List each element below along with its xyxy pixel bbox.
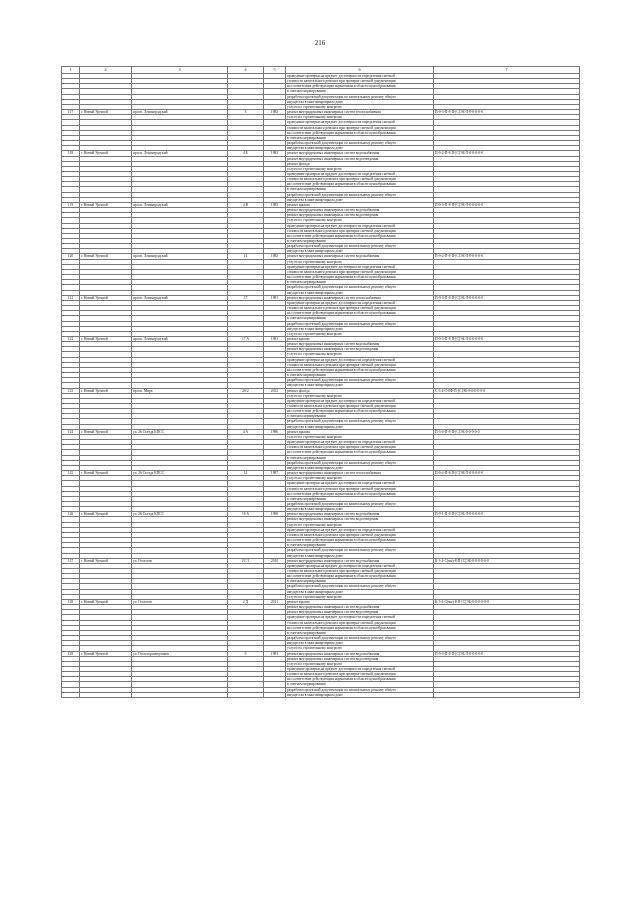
repair-work-cell: проведение проверки на предмет достоверности определения сметной <box>286 120 434 125</box>
year-cell: 1981 <box>264 336 286 341</box>
house-number-cell: 17 А <box>228 336 264 341</box>
row-number: 128 <box>62 599 80 604</box>
repair-work-cell: проведение проверки на предмет достоверности определения сметной <box>286 74 434 79</box>
repair-work-cell: стоимости капитального ремонта при проверке сметной документации <box>286 445 434 450</box>
repair-work-cell: имущества в многоквартирном доме <box>286 146 434 151</box>
repair-work-cell: услуги по строительному контролю <box>286 476 434 481</box>
repair-work-cell: стоимости капитального ремонта при проверке сметной документации <box>286 306 434 311</box>
house-number-cell: 9 <box>228 651 264 656</box>
repair-work-cell: имущества в многоквартирном доме <box>286 589 434 594</box>
repair-work-cell: ремонт внутридомовых инженерных систем водоотведения <box>286 517 434 522</box>
repair-work-cell: ремонт крыши <box>286 202 434 207</box>
repair-work-cell: ремонт внутридомовых инженерных систем водоснабжения <box>286 558 434 563</box>
building-code-cell: П-9-3-П-8-П-[С]ЭБ-Л-0-0-0-0-0 <box>434 202 580 207</box>
repair-work-cell: разработка проектной документации по капитальному ремонту общего <box>286 378 434 383</box>
year-cell: 1983 <box>264 202 286 207</box>
house-number-cell: 4 В <box>228 202 264 207</box>
repair-work-cell: разработка проектной документации по капитальному ремонту общего <box>286 141 434 146</box>
repair-work-cell: услуги по строительному контролю <box>286 166 434 171</box>
house-number-cell: 4 Б <box>228 151 264 156</box>
capital-repair-table <box>61 66 580 698</box>
year-cell <box>264 692 286 697</box>
repair-work-cell: разработка проектной документации по капитальному ремонту общего <box>286 244 434 249</box>
street-cell: ул. Геологов <box>132 558 228 563</box>
city-cell: г. Новый Уренгой <box>80 254 132 259</box>
building-code-cell: П-9-3-П-8-П-[С]ЭБ-Л-0-0-0-0-0 <box>434 295 580 300</box>
repair-work-cell: проведение проверки на предмет достоверности определения сметной <box>286 300 434 305</box>
repair-work-cell: на соответствие действующим нормативам в области ценообразования <box>286 182 434 187</box>
repair-work-cell: проведение проверки на предмет достоверности определения сметной <box>286 264 434 269</box>
repair-work-cell: на соответствие действующим нормативам в области ценообразования <box>286 233 434 238</box>
repair-work-cell: ремонт внутридомовых инженерных систем теплоснабжения <box>286 295 434 300</box>
repair-work-cell: имущества в многоквартирном доме <box>286 197 434 202</box>
repair-work-cell: в сметном нормировании <box>286 135 434 140</box>
repair-work-cell: стоимости капитального ремонта при проверке сметной документации <box>286 569 434 574</box>
city-cell: г. Новый Уренгой <box>80 599 132 604</box>
repair-work-cell: ремонт внутридомовых инженерных систем водоснабжения <box>286 342 434 347</box>
house-number-cell <box>228 692 264 697</box>
year-cell: 2010 <box>264 558 286 563</box>
repair-work-cell: ремонт крыши <box>286 599 434 604</box>
repair-work-cell: ремонт внутридомовых инженерных систем водоснабжения <box>286 254 434 259</box>
building-code-cell <box>434 692 580 697</box>
year-cell: 1981 <box>264 295 286 300</box>
street-cell: просп. Ленинградский <box>132 151 228 156</box>
repair-work-cell: ремонт внутридомовых инженерных систем водоотведения <box>286 156 434 161</box>
repair-work-cell: ремонт внутридомовых инженерных систем водоотведения <box>286 656 434 661</box>
row-number: 127 <box>62 558 80 563</box>
repair-work-cell: на соответствие действующим нормативам в области ценообразования <box>286 367 434 372</box>
repair-work-cell: имущества в многоквартирном доме <box>286 290 434 295</box>
repair-work-cell: на соответствие действующим нормативам в области ценообразования <box>286 538 434 543</box>
street-cell: просп. Ленинградский <box>132 295 228 300</box>
repair-work-cell: в сметном нормировании <box>286 373 434 378</box>
repair-work-cell: разработка проектной документации по капитальному ремонту общего <box>286 285 434 290</box>
column-number: 4 <box>228 67 264 74</box>
repair-work-cell: услуги по строительному контролю <box>286 434 434 439</box>
repair-work-cell: услуги по строительному контролю <box>286 331 434 336</box>
repair-work-cell: имущества в многоквартирном доме <box>286 424 434 429</box>
repair-work-cell: проведение проверки на предмет достоверности определения сметной <box>286 398 434 403</box>
row-number: 123 <box>62 388 80 393</box>
repair-work-cell: стоимости капитального ремонта при проверке сметной документации <box>286 620 434 625</box>
repair-work-cell: на соответствие действующим нормативам в области ценообразования <box>286 311 434 316</box>
repair-work-cell: разработка проектной документации по капитальному ремонту общего <box>286 548 434 553</box>
repair-work-cell: услуги по строительному контролю <box>286 259 434 264</box>
repair-work-cell: услуги по строительному контролю <box>286 104 434 109</box>
repair-work-cell: услуги по строительному контролю <box>286 661 434 666</box>
repair-work-cell: услуги по строительному контролю <box>286 352 434 357</box>
building-code-cell: П-9-4-П-8-П-[С]ЭБ-Л-0-0-0-0-0 <box>434 471 580 476</box>
repair-work-cell: имущества в многоквартирном доме <box>286 641 434 646</box>
house-number-cell: 12 <box>228 471 264 476</box>
house-number-cell: 3 <box>228 110 264 115</box>
repair-work-cell: услуги по строительному контролю <box>286 115 434 120</box>
building-code-cell: П-9-3-П-8-П-[С]ЭБ-Л-0-0-0-0-0 <box>434 336 580 341</box>
street-cell: просп. Ленинградский <box>132 110 228 115</box>
repair-work-cell: стоимости капитального ремонта при проверке сметной документации <box>286 125 434 130</box>
repair-work-cell: на соответствие действующим нормативам в области ценообразования <box>286 574 434 579</box>
repair-work-cell: стоимости капитального ремонта при проверке сметной документации <box>286 79 434 84</box>
row-number <box>62 692 80 697</box>
building-code-cell: П-9-1-П-8-П-[С]ЭБ-Л-0-0-0-0-0 <box>434 512 580 517</box>
row-number: 129 <box>62 651 80 656</box>
repair-work-cell: на соответствие действующим нормативам в области ценообразования <box>286 130 434 135</box>
building-code-cell: К-3-4-С(мн)-8-П-[С]ЭБ-0-0-0-0-0-0 <box>434 558 580 563</box>
city-cell: г. Новый Уренгой <box>80 295 132 300</box>
repair-work-cell: стоимости капитального ремонта при проверке сметной документации <box>286 177 434 182</box>
repair-work-cell: в сметном нормировании <box>286 682 434 687</box>
year-cell: 2012 <box>264 388 286 393</box>
repair-work-cell: разработка проектной документации по капитальному ремонту общего <box>286 636 434 641</box>
street-cell: ул. Геологов <box>132 599 228 604</box>
repair-work-cell: ремонт фасада <box>286 388 434 393</box>
repair-work-cell: в сметном нормировании <box>286 455 434 460</box>
repair-work-cell: проведение проверки на предмет достоверности определения сметной <box>286 666 434 671</box>
repair-work-cell: на соответствие действующим нормативам в области ценообразования <box>286 625 434 630</box>
repair-work-cell: ремонт внутридомовых инженерных систем водоснабжения <box>286 151 434 156</box>
repair-work-cell: ремонт внутридомовых инженерных систем водоотведения <box>286 347 434 352</box>
street-cell: ул. Геологоразведчиков <box>132 651 228 656</box>
city-cell <box>80 692 132 697</box>
house-number-cell: 2 Д <box>228 599 264 604</box>
repair-work-cell: проведение проверки на предмет достоверности определения сметной <box>286 481 434 486</box>
house-number-cell: 17 <box>228 295 264 300</box>
year-cell: 1983 <box>264 151 286 156</box>
repair-work-cell: стоимости капитального ремонта при проверке сметной документации <box>286 362 434 367</box>
repair-work-cell: в сметном нормировании <box>286 414 434 419</box>
repair-work-cell: имущества в многоквартирном доме <box>286 249 434 254</box>
repair-work-cell: разработка проектной документации по капитальному ремонту общего <box>286 419 434 424</box>
city-cell: г. Новый Уренгой <box>80 471 132 476</box>
street-cell: просп. Ленинградский <box>132 336 228 341</box>
repair-work-cell: проведение проверки на предмет достоверности определения сметной <box>286 563 434 568</box>
city-cell: г. Новый Уренгой <box>80 202 132 207</box>
building-code-cell: П-3-4-П-8-П-[С]ЭБ-0-0-0-0-0 <box>434 429 580 434</box>
city-cell: г. Новый Уренгой <box>80 336 132 341</box>
repair-work-cell: проведение проверки на предмет достоверности определения сметной <box>286 440 434 445</box>
building-code-cell: П-9-2-П-8-П-[С]ЭБ-Л-0-0-0-0-0 <box>434 151 580 156</box>
repair-work-cell: в сметном нормировании <box>286 316 434 321</box>
year-cell: 1981 <box>264 651 286 656</box>
repair-work-cell: имущества в многоквартирном доме <box>286 465 434 470</box>
street-cell: просп. Ленинградский <box>132 202 228 207</box>
repair-work-cell: стоимости капитального ремонта при проверке сметной документации <box>286 404 434 409</box>
row-number: 117 <box>62 110 80 115</box>
repair-work-cell: стоимости капитального ремонта при проверке сметной документации <box>286 672 434 677</box>
row-number: 125 <box>62 471 80 476</box>
row-number: 122 <box>62 336 80 341</box>
repair-work-cell: услуги по строительному контролю <box>286 393 434 398</box>
repair-work-cell: ремонт фасада <box>286 161 434 166</box>
repair-work-cell: разработка проектной документации по капитальному ремонту общего <box>286 321 434 326</box>
row-number: 121 <box>62 295 80 300</box>
repair-work-cell: в сметном нормировании <box>286 280 434 285</box>
repair-work-cell: в сметном нормировании <box>286 239 434 244</box>
repair-work-cell: ремонт внутридомовых инженерных систем теплоснабжения <box>286 110 434 115</box>
repair-work-cell: имущества в многоквартирном доме <box>286 383 434 388</box>
repair-work-cell: ремонт внутридомовых инженерных систем теплоснабжения <box>286 471 434 476</box>
repair-work-cell: имущества в многоквартирном доме <box>286 553 434 558</box>
building-code-cell: П-9-3-П-8-П-[С]ЭБ-Л-0-0-0-0-0 <box>434 110 580 115</box>
year-cell: 1987 <box>264 471 286 476</box>
repair-work-cell: в сметном нормировании <box>286 579 434 584</box>
column-number: 5 <box>264 67 286 74</box>
repair-work-cell: разработка проектной документации по капитальному ремонту общего <box>286 94 434 99</box>
row-number: 119 <box>62 202 80 207</box>
repair-work-cell: в сметном нормировании <box>286 543 434 548</box>
building-code-cell: П-9-3-П-8-П-[С]ЭБ-Л-0-0-0-0-0 <box>434 651 580 656</box>
repair-work-cell: ремонт внутридомовых инженерных систем водоснабжения <box>286 208 434 213</box>
city-cell: г. Новый Уренгой <box>80 151 132 156</box>
repair-work-cell: имущества в многоквартирном доме <box>286 692 434 697</box>
city-cell: г. Новый Уренгой <box>80 512 132 517</box>
repair-work-cell: услуги по строительному контролю <box>286 218 434 223</box>
repair-work-cell: на соответствие действующим нормативам в области ценообразования <box>286 84 434 89</box>
column-number-row <box>62 67 580 74</box>
city-cell: г. Новый Уренгой <box>80 429 132 434</box>
street-cell <box>132 692 228 697</box>
repair-work-cell: имущества в многоквартирном доме <box>286 507 434 512</box>
column-number: 3 <box>132 67 228 74</box>
repair-work-cell: стоимости капитального ремонта при проверке сметной документации <box>286 228 434 233</box>
building-code-cell: С-3-4-С-8Ф-П-[С]ЭБ-0-0-0-0-0-0 <box>434 388 580 393</box>
city-cell: г. Новый Уренгой <box>80 110 132 115</box>
repair-work-cell: проведение проверки на предмет достоверности определения сметной <box>286 357 434 362</box>
column-number: 2 <box>80 67 132 74</box>
repair-work-cell: разработка проектной документации по капитальному ремонту общего <box>286 584 434 589</box>
repair-work-cell: стоимости капитального ремонта при проверке сметной документации <box>286 486 434 491</box>
street-cell: ул. 26 Съезда КПСС <box>132 429 228 434</box>
repair-work-cell: проведение проверки на предмет достоверности определения сметной <box>286 527 434 532</box>
repair-work-cell: в сметном нормировании <box>286 187 434 192</box>
repair-work-cell: в сметном нормировании <box>286 89 434 94</box>
repair-work-cell: ремонт крыши <box>286 429 434 434</box>
repair-work-cell: ремонт крыши <box>286 336 434 341</box>
repair-work-cell: в сметном нормировании <box>286 496 434 501</box>
column-number: 1 <box>62 67 80 74</box>
street-cell: просп. Мира <box>132 388 228 393</box>
house-number-cell: 26/2 <box>228 388 264 393</box>
repair-work-cell: разработка проектной документации по капитальному ремонту общего <box>286 687 434 692</box>
repair-work-cell: проведение проверки на предмет достоверности определения сметной <box>286 223 434 228</box>
repair-work-cell: на соответствие действующим нормативам в области ценообразования <box>286 450 434 455</box>
year-cell: 1990 <box>264 512 286 517</box>
house-number-cell: 4 А <box>228 429 264 434</box>
repair-work-cell: услуги по строительному контролю <box>286 522 434 527</box>
year-cell: 1982 <box>264 110 286 115</box>
repair-work-cell: разработка проектной документации по капитальному ремонту общего <box>286 460 434 465</box>
row-number: 118 <box>62 151 80 156</box>
page-number: 216 <box>314 39 326 47</box>
city-cell: г. Новый Уренгой <box>80 558 132 563</box>
repair-work-cell: на соответствие действующим нормативам в области ценообразования <box>286 409 434 414</box>
repair-work-cell: стоимости капитального ремонта при проверке сметной документации <box>286 269 434 274</box>
repair-work-cell: разработка проектной документации по капитальному ремонту общего <box>286 192 434 197</box>
street-cell: ул. 26 Съезда КПСС <box>132 512 228 517</box>
repair-work-cell: на соответствие действующим нормативам в области ценообразования <box>286 275 434 280</box>
year-cell: 2011 <box>264 599 286 604</box>
house-number-cell: 14 <box>228 254 264 259</box>
repair-work-cell: ремонт внутридомовых инженерных систем водоснабжения <box>286 512 434 517</box>
building-code-cell: П-9-2-П-8-П-[С]ЭБ-Л-0-0-0-0-0 <box>434 254 580 259</box>
repair-work-cell: ремонт внутридомовых инженерных систем водоснабжения <box>286 605 434 610</box>
city-cell: г. Новый Уренгой <box>80 651 132 656</box>
repair-work-cell: услуги по строительному контролю <box>286 594 434 599</box>
repair-work-cell: стоимости капитального ремонта при проверке сметной документации <box>286 532 434 537</box>
repair-work-cell: проведение проверки на предмет достоверности определения сметной <box>286 615 434 620</box>
repair-work-cell: имущества в многоквартирном доме <box>286 99 434 104</box>
repair-work-cell: ремонт внутридомовых инженерных систем водоснабжения <box>286 651 434 656</box>
column-number: 6 <box>286 67 434 74</box>
repair-work-cell: услуги по строительному контролю <box>286 646 434 651</box>
house-number-cell: 2 Г/1 <box>228 558 264 563</box>
column-number: 7 <box>434 67 580 74</box>
row-number: 124 <box>62 429 80 434</box>
year-cell: 1986 <box>264 429 286 434</box>
repair-work-cell: на соответствие действующим нормативам в области ценообразования <box>286 677 434 682</box>
repair-work-cell: на соответствие действующим нормативам в области ценообразования <box>286 491 434 496</box>
street-cell: ул. 26 Съезда КПСС <box>132 471 228 476</box>
repair-work-cell: проведение проверки на предмет достоверности определения сметной <box>286 171 434 176</box>
house-number-cell: 16 А <box>228 512 264 517</box>
row-number: 120 <box>62 254 80 259</box>
street-cell: просп. Ленинградский <box>132 254 228 259</box>
table-row <box>62 692 580 697</box>
year-cell: 1982 <box>264 254 286 259</box>
building-code-cell: К-3-4-С(мн)-8-П-[С]ЭБ-0-0-0-0-0-0 <box>434 599 580 604</box>
repair-work-cell: ремонт внутридомовых инженерных систем водоотведения <box>286 213 434 218</box>
repair-work-cell: ремонт внутридомовых инженерных систем водоотведения <box>286 610 434 615</box>
city-cell: г. Новый Уренгой <box>80 388 132 393</box>
repair-work-cell: имущества в многоквартирном доме <box>286 326 434 331</box>
repair-work-cell: разработка проектной документации по капитальному ремонту общего <box>286 501 434 506</box>
repair-work-cell: в сметном нормировании <box>286 630 434 635</box>
row-number: 126 <box>62 512 80 517</box>
